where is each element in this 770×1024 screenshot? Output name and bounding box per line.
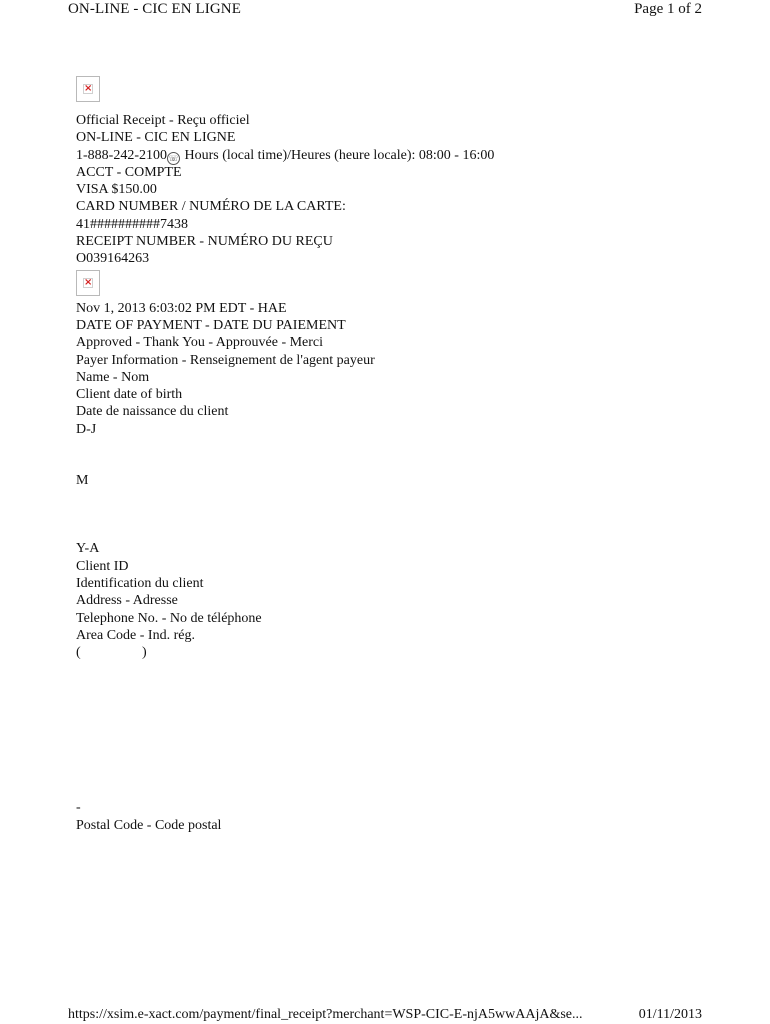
merchant-name: ON-LINE - CIC EN LIGNE <box>76 130 236 146</box>
hours-text: Hours (local time)/Heures (heure locale): 08:00 - 16:00 <box>181 147 495 163</box>
phone-hours-line <box>76 147 716 164</box>
dob-label-fr: Date de naissance du client <box>76 404 229 420</box>
dob-month-label: M <box>76 473 89 489</box>
address-label: Address - Adresse <box>76 593 178 609</box>
account-value: VISA $150.00 <box>76 182 157 198</box>
area-code-close-paren: ) <box>142 645 147 661</box>
approval-status: Approved - Thank You - Approuvée - Merci <box>76 335 324 351</box>
payment-timestamp: Nov 1, 2013 6:03:02 PM EDT - HAE <box>76 300 287 316</box>
receipt-number-label: RECEIPT NUMBER - NUMÉRO DU REÇU <box>76 234 333 250</box>
name-label: Name - Nom <box>76 369 150 385</box>
receipt-title: Official Receipt - Reçu officiel <box>76 113 250 128</box>
card-number-label: CARD NUMBER / NUMÉRO DE LA CARTE: <box>76 199 346 215</box>
page-number: Page 1 of 2 <box>634 1 702 17</box>
client-id-label-fr: Identification du client <box>76 575 204 591</box>
telephone-label: Telephone No. - No de téléphone <box>76 610 262 626</box>
payer-info-heading: Payer Information - Renseignement de l'agent payeur <box>76 352 375 368</box>
area-code-open-paren: ( <box>76 645 81 661</box>
receipt-number-value: O039164263 <box>76 251 150 267</box>
area-code-label: Area Code - Ind. rég. <box>76 627 195 643</box>
dob-year-label: Y-A <box>76 541 100 557</box>
account-label: ACCT - COMPTE <box>76 164 182 180</box>
dob-day-label: D-J <box>76 421 97 437</box>
dob-label-en: Client date of birth <box>76 387 183 403</box>
card-number-value: 41##########7438 <box>76 216 188 232</box>
area-code-value <box>76 644 716 661</box>
postal-code-label: Postal Code - Code postal <box>76 817 222 833</box>
phone-separator: - <box>76 800 81 816</box>
receipt-body <box>76 76 716 834</box>
page-header-title: ON-LINE - CIC EN LIGNE <box>68 1 241 17</box>
broken-image-icon: × <box>76 76 100 102</box>
payment-date-label: DATE OF PAYMENT - DATE DU PAIEMENT <box>76 317 346 333</box>
phone-icon: ☏ <box>168 153 179 163</box>
footer-date: 01/11/2013 <box>638 1007 702 1022</box>
client-id-label-en: Client ID <box>76 558 129 574</box>
broken-image-icon: × <box>76 270 100 296</box>
phone-number: 1-888-242-2100 <box>76 147 167 163</box>
footer-url: https://xsim.e-xact.com/payment/final_receipt?merchant=WSP-CIC-E-njA5wwAAjA&se... <box>68 1007 583 1022</box>
